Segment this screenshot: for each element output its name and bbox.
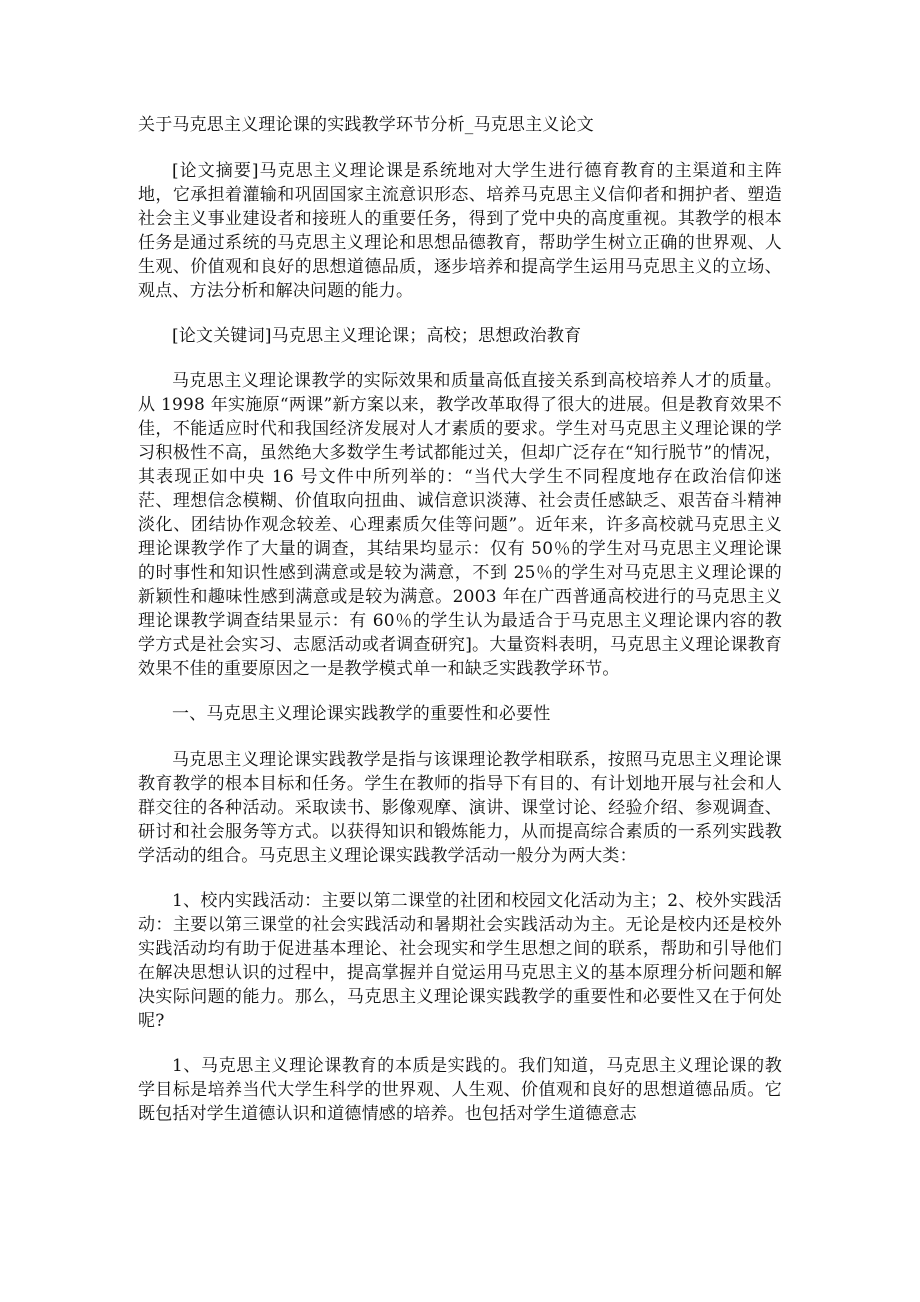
body-paragraph: 马克思主义理论课实践教学是指与该课理论教学相联系，按照马克思主义理论课教育教学的根本目标和任务。学生在教师的指导下有目的、有计划地开展与社会和人群交往的各种活动。采取读书、影像观摩、演讲、课堂讨论、经验介绍、参观调查、研讨和社会服务等方式。以获得知识和锻炼能力，从而提高综合素质的一系列实践教学活动的组合。马克思主义理论课实践教学活动一般分为两大类： [138,750,782,866]
body-paragraph: 马克思主义理论课教学的实际效果和质量高低直接关系到高校培养人才的质量。从 1998 年实施原“两课”新方案以来，教学改革取得了很大的进展。但是教育效果不佳，不能适应时代和我国经济发展对人才素质的要求。学生对马克思主义理论课的学习积极性不高，虽然绝大多数学生考试都能过关，但却广泛存在“知行脱节”的情况，其表现正如中央 16 号文件中所列举的：“当代大学生不同程度地存在政治信仰迷茫、理想信念模糊、价值取向扭曲、诚信意识淡薄、社会责任感缺乏、艰苦奋斗精神淡化、团结协作观念较差、心理素质欠佳等问题”。近年来，许多高校就马克思主义理论课教学作了大量的调查，其结果均显示：仅有 50％的学生对马克思主义理论课的时事性和知识性感到满意或是较为满意，不到 25％的学生对马克思主义理论课的新颖性和趣味性感到满意或是较为满意。2003 年在广西普通高校进行的马克思主义理论课教学调查结果显示：有 60％的学生认为最适合于马克思主义理论课内容的教学方式是社会实习、志愿活动或者调查研究]。大量资料表明，马克思主义理论课教育效果不佳的重要原因之一是教学模式单一和缺乏实践教学环节。 [138,371,782,679]
document-title: 关于马克思主义理论课的实践教学环节分析_马克思主义论文 [138,115,594,135]
body-paragraph: 1、校内实践活动：主要以第二课堂的社团和校园文化活动为主；2、校外实践活动：主要以第三课堂的社会实践活动和暑期社会实践活动为主。无论是校内还是校外实践活动均有助于促进基本理论、社会现实和学生思想之间的联系，帮助和引导他们在解决思想认识的过程中，提高掌握并自觉运用马克思主义的基本原理分析问题和解决实际问题的能力。那么，马克思主义理论课实践教学的重要性和必要性又在于何处呢? [138,891,782,1031]
abstract-paragraph: [论文摘要]马克思主义理论课是系统地对大学生进行德育教育的主渠道和主阵地，它承担着灌输和巩固国家主流意识形态、培养马克思主义信仰者和拥护者、塑造社会主义事业建设者和接班人的重要任务，得到了党中央的高度重视。其教学的根本任务是通过系统的马克思主义理论和思想品德教育，帮助学生树立正确的世界观、人生观、价值观和良好的思想道德品质，逐步培养和提高学生运用马克思主义的立场、观点、方法分析和解决问题的能力。 [138,161,782,301]
document-page [138,113,782,1147]
body-paragraph: 1、马克思主义理论课教育的本质是实践的。我们知道，马克思主义理论课的教学目标是培养当代大学生科学的世界观、人生观、价值观和良好的思想道德品质。它既包括对学生道德认识和道德情感的培养。也包括对学生道德意志 [138,1056,782,1124]
keywords-paragraph: [论文关键词]马克思主义理论课；高校；思想政治教育 [172,326,582,346]
section-heading: 一、马克思主义理论课实践教学的重要性和必要性 [172,704,551,724]
